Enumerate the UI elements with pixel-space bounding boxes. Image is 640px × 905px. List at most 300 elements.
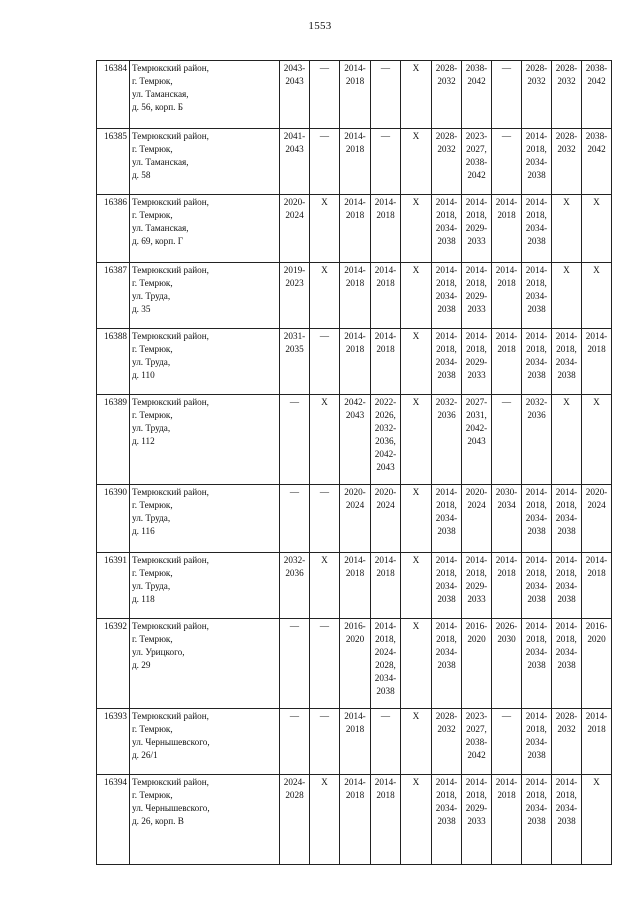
period-value: 2024-: [283, 777, 306, 787]
period-value: 2014-: [344, 197, 366, 207]
period-value: 2034-: [525, 291, 548, 301]
address-line: ул. Труда,: [132, 513, 171, 523]
period-value: 2034-: [525, 581, 548, 591]
address-line: д. 35: [132, 304, 151, 314]
period-cell: [582, 775, 612, 865]
address-line: ул. Таманская,: [132, 157, 189, 167]
period-cell: [310, 329, 340, 395]
period-value: 2035: [285, 344, 304, 354]
period-value: 2043: [467, 436, 486, 446]
period-cell: [582, 485, 612, 553]
period-cell: [432, 395, 462, 485]
period-value: 2014-: [525, 711, 548, 721]
period-value: X: [321, 555, 328, 565]
address-line: г. Темрюк,: [132, 278, 173, 288]
period-value: 2038-: [585, 131, 608, 141]
period-cell: [552, 485, 582, 553]
record-number: 16385: [97, 129, 130, 195]
period-value: X: [563, 197, 570, 207]
period-value: 2029-: [465, 223, 488, 233]
period-value: 2014-: [435, 487, 458, 497]
period-value: 2018,: [466, 344, 487, 354]
period-value: 2028-: [435, 711, 458, 721]
address-line: г. Темрюк,: [132, 144, 173, 154]
period-value: 2024: [467, 500, 486, 510]
address-line: д. 56, корп. Б: [132, 102, 184, 112]
period-cell: [462, 195, 492, 263]
period-value: —: [319, 711, 330, 721]
address-line: Темрюкский район,: [132, 555, 209, 565]
period-value: 2016-: [585, 621, 608, 631]
address-line: д. 116: [132, 526, 155, 536]
period-value: 2014-: [585, 555, 608, 565]
period-value: 2018,: [466, 568, 487, 578]
period-value: 2014-: [495, 777, 518, 787]
period-cell: [401, 195, 432, 263]
period-value: —: [501, 131, 512, 141]
period-value: 2034-: [525, 737, 548, 747]
period-value: 2014-: [495, 265, 518, 275]
period-value: 2018,: [526, 634, 547, 644]
period-value: 2020-: [585, 487, 608, 497]
period-value: 2014-: [344, 331, 366, 341]
period-cell: [340, 329, 371, 395]
period-value: 2014-: [495, 197, 518, 207]
period-value: 2014-: [374, 555, 397, 565]
period-value: 2043: [376, 462, 395, 472]
period-cell: [522, 195, 552, 263]
address-cell: [130, 775, 280, 865]
period-value: 2014-: [374, 197, 397, 207]
period-value: 2038: [437, 370, 456, 380]
period-cell: [522, 775, 552, 865]
period-cell: [310, 61, 340, 129]
period-value: 2018: [587, 568, 606, 578]
record-number: 16392: [97, 619, 130, 709]
period-cell: [371, 775, 401, 865]
period-value: 2032-: [525, 397, 548, 407]
address-line: Темрюкский район,: [132, 331, 209, 341]
period-value: 2018,: [436, 344, 457, 354]
period-value: 2038-: [585, 63, 608, 73]
period-cell: [492, 775, 522, 865]
period-cell: [432, 329, 462, 395]
address-cell: [130, 129, 280, 195]
page-number: 1553: [308, 20, 332, 32]
period-value: 2028-: [525, 63, 548, 73]
period-cell: [401, 263, 432, 329]
period-value: 2036,: [375, 436, 396, 446]
period-value: 2028,: [375, 660, 396, 670]
period-value: 2033: [467, 236, 486, 246]
period-value: 2024-: [374, 647, 397, 657]
period-cell: [552, 395, 582, 485]
period-value: 2018,: [556, 568, 577, 578]
address-line: д. 110: [132, 370, 155, 380]
period-value: 2014-: [525, 131, 548, 141]
period-cell: [522, 61, 552, 129]
address-line: ул. Урицкого,: [132, 647, 185, 657]
period-cell: [432, 485, 462, 553]
period-value: —: [319, 621, 330, 631]
period-value: 2018,: [526, 568, 547, 578]
period-cell: [310, 485, 340, 553]
record-number: 16388: [97, 329, 130, 395]
period-cell: [582, 61, 612, 129]
period-cell: [432, 619, 462, 709]
address-line: г. Темрюк,: [132, 500, 173, 510]
period-value: 2032: [437, 144, 456, 154]
address-line: д. 26/1: [132, 750, 158, 760]
period-cell: [432, 775, 462, 865]
period-cell: [340, 395, 371, 485]
period-cell: [552, 263, 582, 329]
period-cell: [310, 395, 340, 485]
period-value: 2034-: [435, 513, 458, 523]
table-row: [97, 61, 612, 129]
period-cell: [371, 553, 401, 619]
address-line: Темрюкский район,: [132, 197, 209, 207]
period-value: 2028-: [435, 131, 458, 141]
period-value: 2018: [376, 568, 395, 578]
period-cell: [340, 709, 371, 775]
period-value: 2033: [467, 594, 486, 604]
period-value: 2014-: [585, 711, 608, 721]
period-value: —: [289, 621, 300, 631]
period-cell: [492, 61, 522, 129]
period-value: 2018,: [556, 344, 577, 354]
period-value: 2034-: [525, 357, 548, 367]
period-value: 2022-: [374, 397, 397, 407]
period-value: 2038: [376, 686, 395, 696]
period-value: 2032: [437, 76, 456, 86]
period-cell: [552, 709, 582, 775]
period-value: 2038: [557, 526, 576, 536]
period-value: 2038: [437, 594, 456, 604]
period-value: 2042: [467, 170, 486, 180]
period-value: 2018,: [556, 500, 577, 510]
period-value: X: [412, 397, 420, 407]
period-value: —: [319, 487, 330, 497]
period-value: 2014-: [555, 487, 578, 497]
address-cell: [130, 395, 280, 485]
period-value: 2042: [467, 750, 486, 760]
period-value: 2033: [467, 304, 486, 314]
period-cell: [492, 329, 522, 395]
period-cell: [401, 395, 432, 485]
period-value: 2032-: [374, 423, 397, 433]
period-value: 2032: [557, 76, 576, 86]
address-line: г. Темрюк,: [132, 76, 173, 86]
period-cell: [462, 619, 492, 709]
record-number: 16391: [97, 553, 130, 619]
period-cell: [432, 61, 462, 129]
address-line: д. 69, корп. Г: [132, 236, 184, 246]
period-cell: [492, 709, 522, 775]
address-line: ул. Таманская,: [132, 223, 189, 233]
period-value: 2014-: [344, 265, 366, 275]
period-cell: [280, 61, 310, 129]
period-cell: [340, 129, 371, 195]
period-value: 2030-: [495, 487, 518, 497]
period-cell: [462, 775, 492, 865]
address-cell: [130, 709, 280, 775]
table-row: [97, 553, 612, 619]
period-cell: [492, 195, 522, 263]
period-value: —: [319, 131, 330, 141]
period-value: 2034-: [435, 647, 458, 657]
period-value: 2014-: [555, 621, 578, 631]
period-cell: [582, 263, 612, 329]
period-value: —: [380, 711, 391, 721]
period-value: X: [321, 397, 328, 407]
period-value: X: [412, 197, 420, 207]
period-cell: [552, 329, 582, 395]
period-value: 2019-: [283, 265, 306, 275]
period-cell: [401, 553, 432, 619]
period-value: 2034-: [435, 581, 458, 591]
period-value: 2027-: [465, 397, 488, 407]
period-value: 2038-: [465, 157, 488, 167]
period-value: 2018: [345, 210, 365, 220]
table-row: [97, 263, 612, 329]
period-cell: [462, 553, 492, 619]
address-line: д. 26, корп. В: [132, 816, 184, 826]
period-value: 2034-: [525, 513, 548, 523]
address-line: Темрюкский район,: [132, 265, 209, 275]
period-value: 2031-: [283, 331, 306, 341]
period-value: 2041-: [283, 131, 306, 141]
period-cell: [371, 195, 401, 263]
address-cell: [130, 263, 280, 329]
period-value: —: [380, 131, 391, 141]
period-value: 2018,: [526, 500, 547, 510]
period-value: 2018: [497, 210, 516, 220]
period-value: 2034-: [435, 223, 458, 233]
period-value: 2034-: [525, 647, 548, 657]
period-value: 2014-: [525, 621, 548, 631]
period-value: 2038: [437, 236, 456, 246]
period-value: 2018: [345, 790, 365, 800]
period-value: 2018: [345, 76, 365, 86]
period-value: 2033: [467, 370, 486, 380]
period-value: 2023-: [465, 711, 488, 721]
period-value: 2018: [345, 144, 365, 154]
record-number: 16386: [97, 195, 130, 263]
period-value: 2031,: [466, 410, 487, 420]
period-cell: [552, 61, 582, 129]
period-value: 2038: [557, 816, 576, 826]
period-value: 2043-: [283, 63, 306, 73]
period-value: X: [321, 197, 328, 207]
period-cell: [432, 195, 462, 263]
period-value: 2014-: [465, 555, 488, 565]
period-value: 2020: [345, 634, 365, 644]
address-line: д. 29: [132, 660, 151, 670]
period-value: 2018: [497, 790, 516, 800]
address-line: ул. Труда,: [132, 291, 171, 301]
period-value: 2030: [497, 634, 516, 644]
period-value: 2029-: [465, 357, 488, 367]
period-cell: [492, 263, 522, 329]
period-value: 2034-: [374, 673, 397, 683]
table-row: [97, 395, 612, 485]
period-value: —: [289, 397, 300, 407]
period-value: 2024: [587, 500, 606, 510]
period-value: 2029-: [465, 803, 488, 813]
period-cell: [522, 129, 552, 195]
period-cell: [522, 485, 552, 553]
period-cell: [522, 329, 552, 395]
period-value: 2024: [376, 500, 395, 510]
period-value: 2034-: [555, 513, 578, 523]
period-value: —: [289, 711, 300, 721]
period-cell: [432, 129, 462, 195]
period-value: 2043: [285, 144, 304, 154]
period-value: 2018,: [466, 210, 487, 220]
period-value: 2020: [587, 634, 606, 644]
period-value: X: [412, 555, 420, 565]
period-cell: [582, 619, 612, 709]
period-value: X: [593, 397, 600, 407]
period-cell: [492, 485, 522, 553]
address-line: ул. Труда,: [132, 423, 171, 433]
period-value: X: [593, 777, 600, 787]
period-cell: [340, 61, 371, 129]
period-value: —: [319, 331, 330, 341]
period-cell: [582, 129, 612, 195]
address-line: г. Темрюк,: [132, 790, 173, 800]
period-value: 2018: [345, 278, 365, 288]
address-line: г. Темрюк,: [132, 410, 173, 420]
period-value: 2038-: [465, 63, 488, 73]
period-value: 2034-: [555, 803, 578, 813]
period-value: 2018,: [436, 500, 457, 510]
address-line: ул. Таманская,: [132, 89, 189, 99]
period-value: X: [412, 487, 420, 497]
period-value: 2036: [285, 568, 304, 578]
period-cell: [552, 553, 582, 619]
period-value: 2014-: [344, 63, 366, 73]
address-cell: [130, 485, 280, 553]
address-line: д. 118: [132, 594, 155, 604]
period-value: 2038: [527, 594, 546, 604]
period-value: 2042: [587, 144, 606, 154]
period-value: 2034-: [525, 223, 548, 233]
period-value: X: [412, 711, 420, 721]
period-cell: [340, 553, 371, 619]
address-line: г. Темрюк,: [132, 724, 173, 734]
period-value: 2038: [527, 660, 546, 670]
period-value: 2014-: [344, 711, 366, 721]
period-value: 2032-: [435, 397, 458, 407]
period-value: X: [593, 197, 600, 207]
address-line: г. Темрюк,: [132, 210, 173, 220]
record-number: 16384: [97, 61, 130, 129]
period-cell: [432, 263, 462, 329]
record-number: 16394: [97, 775, 130, 865]
address-line: ул. Труда,: [132, 357, 171, 367]
period-value: 2018,: [526, 144, 547, 154]
period-value: 2018: [497, 344, 516, 354]
period-value: 2014-: [435, 265, 458, 275]
period-value: 2026,: [375, 410, 396, 420]
table-row: [97, 775, 612, 865]
address-line: г. Темрюк,: [132, 344, 173, 354]
period-cell: [432, 553, 462, 619]
period-value: X: [412, 63, 420, 73]
period-cell: [492, 619, 522, 709]
period-value: 2018,: [526, 278, 547, 288]
period-cell: [552, 195, 582, 263]
period-value: X: [412, 131, 420, 141]
period-value: 2032: [437, 724, 456, 734]
period-value: 2018: [376, 210, 395, 220]
address-line: ул. Труда,: [132, 581, 171, 591]
registry-table: [96, 60, 612, 865]
period-value: 2042: [467, 76, 486, 86]
address-line: Темрюкский район,: [132, 397, 209, 407]
period-cell: [280, 709, 310, 775]
period-value: 2027,: [466, 724, 487, 734]
period-value: 2014-: [525, 265, 548, 275]
period-cell: [371, 395, 401, 485]
period-cell: [462, 709, 492, 775]
period-value: 2038: [527, 370, 546, 380]
period-cell: [522, 553, 552, 619]
period-cell: [582, 329, 612, 395]
period-value: —: [501, 397, 512, 407]
period-cell: [310, 129, 340, 195]
period-cell: [582, 553, 612, 619]
address-line: ул. Чернышевского,: [132, 737, 210, 747]
address-cell: [130, 553, 280, 619]
period-value: 2018,: [556, 634, 577, 644]
period-cell: [371, 329, 401, 395]
record-number: 16387: [97, 263, 130, 329]
period-value: 2042-: [374, 449, 397, 459]
period-value: 2024: [285, 210, 304, 220]
period-value: 2032-: [283, 555, 306, 565]
period-value: 2018: [497, 568, 516, 578]
period-value: 2014-: [525, 777, 548, 787]
period-cell: [522, 263, 552, 329]
period-cell: [492, 395, 522, 485]
period-cell: [280, 553, 310, 619]
period-value: 2018,: [375, 634, 396, 644]
period-value: 2018,: [436, 790, 457, 800]
period-value: 2014-: [465, 265, 488, 275]
period-value: 2034-: [525, 803, 548, 813]
period-cell: [401, 775, 432, 865]
period-value: 2018: [345, 344, 365, 354]
period-cell: [371, 61, 401, 129]
period-value: 2018,: [526, 210, 547, 220]
period-value: 2018,: [466, 278, 487, 288]
period-value: X: [593, 265, 600, 275]
period-value: X: [321, 265, 328, 275]
period-value: 2014-: [555, 555, 578, 565]
address-line: г. Темрюк,: [132, 568, 173, 578]
address-cell: [130, 329, 280, 395]
period-value: 2034-: [435, 357, 458, 367]
period-value: 2033: [467, 816, 486, 826]
record-number: 16389: [97, 395, 130, 485]
period-value: 2038: [527, 750, 546, 760]
address-line: ул. Чернышевского,: [132, 803, 210, 813]
period-value: X: [563, 397, 570, 407]
period-value: 2043: [285, 76, 304, 86]
